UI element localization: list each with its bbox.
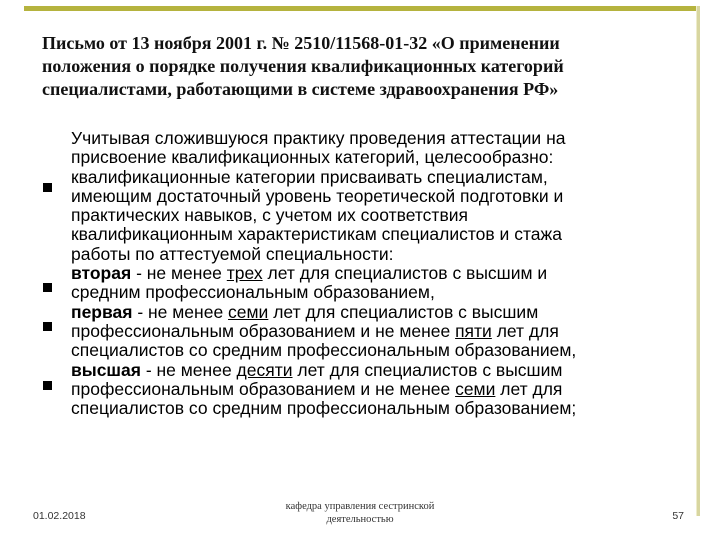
footer-department-line: кафедра управления сестринской xyxy=(285,501,435,512)
footer-department-line: деятельностью xyxy=(326,514,394,525)
right-frame-line xyxy=(697,6,700,516)
title-line: положения о порядке получения квалификационных категорий xyxy=(42,56,564,76)
bullet-square-icon xyxy=(43,183,52,192)
bullet-square-icon xyxy=(43,381,52,390)
bullet-square-icon xyxy=(43,283,52,292)
text-segment: лет для специалистов с высшим и xyxy=(262,263,548,284)
footer-date: 01.02.2018 xyxy=(33,510,86,522)
years-value: семи xyxy=(455,378,496,399)
top-frame-bar xyxy=(24,6,700,11)
bullet-3-line xyxy=(71,303,691,322)
bullet-3-line xyxy=(71,322,691,341)
bullet-1-line: имеющим достаточный уровень теоретической подготовки и xyxy=(71,185,564,206)
text-segment: лет для xyxy=(495,378,563,399)
footer-department xyxy=(240,500,480,526)
category-term: вторая xyxy=(71,263,132,284)
bullet-square-icon xyxy=(43,322,52,331)
bullet-4-line xyxy=(71,380,691,399)
text-segment: профессиональным образованием и не менее xyxy=(71,320,456,341)
text-segment: лет для xyxy=(491,320,559,341)
text-segment: лет для специалистов с высшим xyxy=(268,301,539,322)
category-term: первая xyxy=(71,301,133,322)
title-line: Письмо от 13 ноября 2001 г. № 2510/11568-01-32 «О применении xyxy=(42,33,560,53)
category-term: высшая xyxy=(71,359,141,380)
intro-line: Учитывая сложившуюся практику проведения аттестации на xyxy=(71,128,566,148)
title-line: специалистами, работающими в системе здравоохранения РФ» xyxy=(42,79,559,99)
years-value: десяти xyxy=(236,359,293,380)
intro-line: присвоение квалификационных категорий, целесообразно: xyxy=(71,147,554,168)
slide-body xyxy=(71,129,691,418)
bullet-2-line xyxy=(71,264,691,283)
text-segment: лет для специалистов с высшим xyxy=(292,359,563,380)
bullet-4-line xyxy=(71,361,691,380)
bullet-1-line: квалификационные категории присваивать специалистам, xyxy=(71,166,548,187)
slide-title xyxy=(42,32,682,101)
years-value: трех xyxy=(226,263,263,284)
bullet-1-line: квалификационным характеристикам специалистов и стажа xyxy=(71,224,562,245)
text-segment: - не менее xyxy=(132,301,229,322)
bullet-2-line: средним профессиональным образованием, xyxy=(71,282,435,303)
text-segment: - не менее xyxy=(131,263,227,284)
text-segment: профессиональным образованием и не менее xyxy=(71,378,456,399)
years-value: семи xyxy=(228,301,269,322)
text-segment: - не менее xyxy=(140,359,237,380)
bullet-1-line: работы по аттестуемой специальности: xyxy=(71,243,394,264)
years-value: пяти xyxy=(455,320,492,341)
page-number: 57 xyxy=(672,510,684,522)
bullet-1-line: практических навыков, с учетом их соответствия xyxy=(71,205,468,226)
bullet-4-line: специалистов со средним профессиональным образованием; xyxy=(71,398,577,419)
bullet-3-line: специалистов со средним профессиональным образованием, xyxy=(71,340,577,361)
